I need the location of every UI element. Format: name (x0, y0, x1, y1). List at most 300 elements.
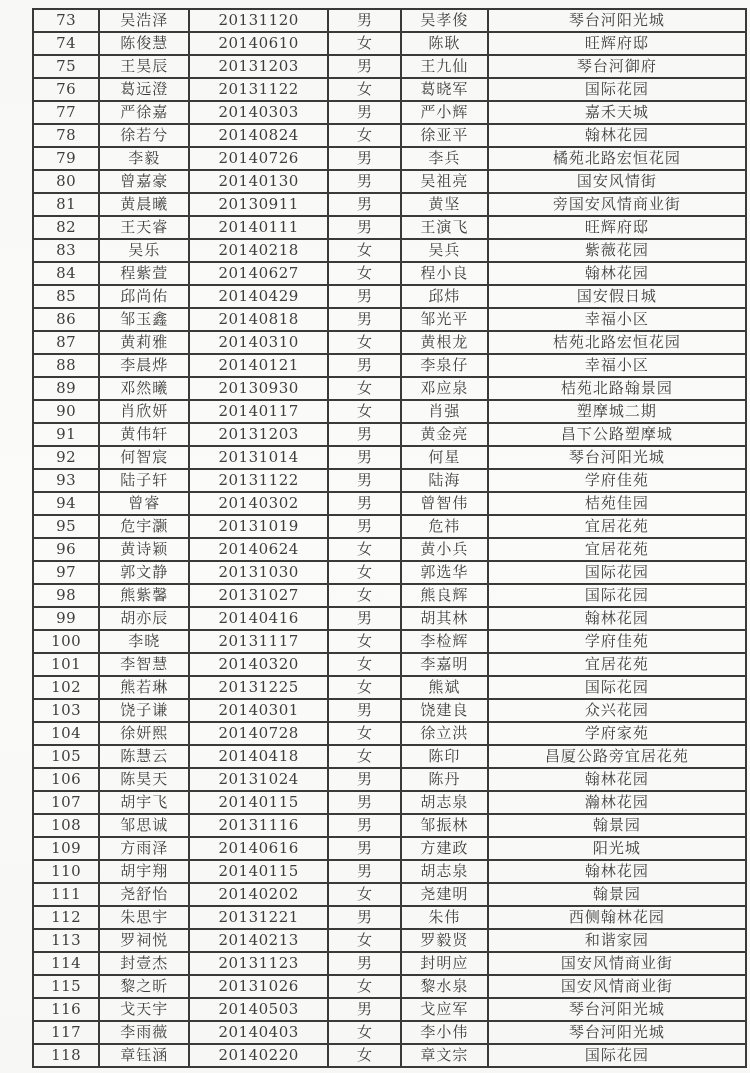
cell-name: 罗祠悦 (99, 929, 189, 952)
cell-name: 李毅 (99, 147, 189, 170)
cell-index: 99 (33, 607, 99, 630)
cell-parent-name: 胡志泉 (401, 791, 488, 814)
cell-gender: 男 (328, 446, 401, 469)
student-roster-table (32, 8, 747, 1068)
cell-gender: 男 (328, 101, 401, 124)
cell-parent-name: 黄金亮 (401, 423, 488, 446)
cell-address: 国安假日城 (488, 285, 746, 308)
cell-gender: 男 (328, 216, 401, 239)
cell-address: 国安风情商业街 (488, 952, 746, 975)
cell-gender: 男 (328, 814, 401, 837)
cell-parent-name: 危祎 (401, 515, 488, 538)
cell-gender: 女 (328, 78, 401, 101)
table-row (33, 837, 746, 860)
cell-index: 94 (33, 492, 99, 515)
cell-parent-name: 李泉仔 (401, 354, 488, 377)
cell-gender: 女 (328, 262, 401, 285)
cell-gender: 男 (328, 308, 401, 331)
cell-index: 73 (33, 9, 99, 32)
table-row (33, 814, 746, 837)
cell-name: 李智慧 (99, 653, 189, 676)
cell-address: 幸福小区 (488, 308, 746, 331)
cell-index: 108 (33, 814, 99, 837)
table-row (33, 193, 746, 216)
cell-birth-date: 20130911 (189, 193, 328, 216)
cell-parent-name: 吴祖亮 (401, 170, 488, 193)
cell-birth-date: 20140610 (189, 32, 328, 55)
cell-birth-date: 20131027 (189, 584, 328, 607)
cell-address: 琴台河阳光城 (488, 998, 746, 1021)
cell-name: 陈俊慧 (99, 32, 189, 55)
cell-index: 87 (33, 331, 99, 354)
cell-parent-name: 章文宗 (401, 1044, 488, 1067)
cell-index: 112 (33, 906, 99, 929)
cell-name: 王昊辰 (99, 55, 189, 78)
cell-parent-name: 吴兵 (401, 239, 488, 262)
cell-birth-date: 20131123 (189, 952, 328, 975)
cell-address: 国际花园 (488, 676, 746, 699)
cell-birth-date: 20131024 (189, 768, 328, 791)
cell-name: 封壹杰 (99, 952, 189, 975)
cell-index: 76 (33, 78, 99, 101)
cell-parent-name: 黄根龙 (401, 331, 488, 354)
cell-gender: 女 (328, 32, 401, 55)
cell-parent-name: 胡其林 (401, 607, 488, 630)
cell-address: 翰景园 (488, 814, 746, 837)
cell-parent-name: 饶建良 (401, 699, 488, 722)
cell-name: 黄伟轩 (99, 423, 189, 446)
cell-birth-date: 20131203 (189, 55, 328, 78)
cell-address: 翰林花园 (488, 262, 746, 285)
cell-index: 116 (33, 998, 99, 1021)
cell-name: 郭文静 (99, 561, 189, 584)
cell-address: 桔苑北路宏恒花园 (488, 331, 746, 354)
cell-parent-name: 方建政 (401, 837, 488, 860)
cell-index: 97 (33, 561, 99, 584)
cell-birth-date: 20140627 (189, 262, 328, 285)
cell-birth-date: 20140111 (189, 216, 328, 239)
cell-index: 80 (33, 170, 99, 193)
cell-name: 饶子谦 (99, 699, 189, 722)
table-row (33, 469, 746, 492)
cell-parent-name: 李嘉明 (401, 653, 488, 676)
cell-name: 何智宸 (99, 446, 189, 469)
table-row (33, 423, 746, 446)
cell-index: 89 (33, 377, 99, 400)
cell-birth-date: 20131117 (189, 630, 328, 653)
cell-birth-date: 20131019 (189, 515, 328, 538)
cell-address: 国际花园 (488, 561, 746, 584)
cell-address: 琴台河阳光城 (488, 446, 746, 469)
cell-birth-date: 20140218 (189, 239, 328, 262)
cell-address: 嘉禾天城 (488, 101, 746, 124)
cell-name: 曾嘉豪 (99, 170, 189, 193)
cell-address: 翰林花园 (488, 124, 746, 147)
cell-parent-name: 徐亚平 (401, 124, 488, 147)
cell-birth-date: 20131116 (189, 814, 328, 837)
cell-parent-name: 陆海 (401, 469, 488, 492)
table-row (33, 676, 746, 699)
cell-address: 学府佳苑 (488, 630, 746, 653)
cell-parent-name: 郭选华 (401, 561, 488, 584)
cell-birth-date: 20140115 (189, 791, 328, 814)
cell-birth-date: 20140303 (189, 101, 328, 124)
cell-address: 国安风情街 (488, 170, 746, 193)
cell-birth-date: 20140616 (189, 837, 328, 860)
cell-birth-date: 20140728 (189, 722, 328, 745)
cell-parent-name: 肖强 (401, 400, 488, 423)
cell-parent-name: 邹振林 (401, 814, 488, 837)
cell-birth-date: 20140320 (189, 653, 328, 676)
cell-gender: 女 (328, 975, 401, 998)
table-row (33, 630, 746, 653)
cell-name: 黄莉雅 (99, 331, 189, 354)
cell-address: 紫薇花园 (488, 239, 746, 262)
cell-parent-name: 邓应泉 (401, 377, 488, 400)
cell-name: 程紫萱 (99, 262, 189, 285)
cell-gender: 男 (328, 791, 401, 814)
cell-index: 85 (33, 285, 99, 308)
cell-name: 李晓 (99, 630, 189, 653)
table-row (33, 699, 746, 722)
cell-index: 110 (33, 860, 99, 883)
cell-index: 113 (33, 929, 99, 952)
cell-index: 92 (33, 446, 99, 469)
cell-birth-date: 20130930 (189, 377, 328, 400)
cell-gender: 女 (328, 1044, 401, 1067)
cell-address: 国际花园 (488, 584, 746, 607)
cell-gender: 男 (328, 147, 401, 170)
cell-name: 王天睿 (99, 216, 189, 239)
cell-gender: 女 (328, 400, 401, 423)
cell-address: 旺辉府邸 (488, 216, 746, 239)
cell-name: 黎之昕 (99, 975, 189, 998)
cell-address: 众兴花园 (488, 699, 746, 722)
cell-gender: 男 (328, 55, 401, 78)
cell-index: 81 (33, 193, 99, 216)
cell-gender: 男 (328, 906, 401, 929)
cell-birth-date: 20140301 (189, 699, 328, 722)
cell-gender: 男 (328, 469, 401, 492)
cell-name: 戈天宇 (99, 998, 189, 1021)
table-row (33, 975, 746, 998)
cell-birth-date: 20131014 (189, 446, 328, 469)
cell-gender: 女 (328, 929, 401, 952)
cell-name: 陈昊天 (99, 768, 189, 791)
table-row (33, 515, 746, 538)
cell-name: 熊紫馨 (99, 584, 189, 607)
cell-name: 章钰涵 (99, 1044, 189, 1067)
cell-index: 102 (33, 676, 99, 699)
cell-parent-name: 李检辉 (401, 630, 488, 653)
cell-parent-name: 邹光平 (401, 308, 488, 331)
cell-gender: 女 (328, 561, 401, 584)
table-row (33, 561, 746, 584)
cell-birth-date: 20140202 (189, 883, 328, 906)
cell-address: 琴台河阳光城 (488, 1021, 746, 1044)
cell-parent-name: 戈应军 (401, 998, 488, 1021)
cell-birth-date: 20131120 (189, 9, 328, 32)
cell-parent-name: 陈耿 (401, 32, 488, 55)
cell-parent-name: 李小伟 (401, 1021, 488, 1044)
cell-birth-date: 20140624 (189, 538, 328, 561)
cell-address: 瀚林花园 (488, 791, 746, 814)
cell-birth-date: 20131026 (189, 975, 328, 998)
cell-gender: 女 (328, 239, 401, 262)
table-row (33, 952, 746, 975)
cell-parent-name: 封明应 (401, 952, 488, 975)
cell-address: 塑摩城二期 (488, 400, 746, 423)
cell-parent-name: 罗毅贤 (401, 929, 488, 952)
cell-index: 111 (33, 883, 99, 906)
cell-gender: 女 (328, 124, 401, 147)
table-row (33, 9, 746, 32)
cell-birth-date: 20140130 (189, 170, 328, 193)
cell-parent-name: 黄坚 (401, 193, 488, 216)
cell-address: 翰林花园 (488, 607, 746, 630)
cell-gender: 男 (328, 193, 401, 216)
cell-index: 83 (33, 239, 99, 262)
table-row (33, 78, 746, 101)
cell-address: 桔苑北路翰景园 (488, 377, 746, 400)
cell-name: 黄诗颖 (99, 538, 189, 561)
cell-birth-date: 20131122 (189, 78, 328, 101)
cell-address: 翰林花园 (488, 860, 746, 883)
cell-index: 118 (33, 1044, 99, 1067)
cell-birth-date: 20140818 (189, 308, 328, 331)
cell-gender: 男 (328, 170, 401, 193)
cell-birth-date: 20140115 (189, 860, 328, 883)
cell-name: 黄晨曦 (99, 193, 189, 216)
cell-index: 109 (33, 837, 99, 860)
cell-name: 陈慧云 (99, 745, 189, 768)
cell-birth-date: 20131225 (189, 676, 328, 699)
cell-name: 胡宇飞 (99, 791, 189, 814)
cell-index: 107 (33, 791, 99, 814)
cell-parent-name: 程小良 (401, 262, 488, 285)
cell-name: 曾睿 (99, 492, 189, 515)
cell-name: 吴浩泽 (99, 9, 189, 32)
cell-index: 114 (33, 952, 99, 975)
cell-index: 82 (33, 216, 99, 239)
cell-index: 101 (33, 653, 99, 676)
cell-gender: 男 (328, 837, 401, 860)
cell-birth-date: 20140429 (189, 285, 328, 308)
cell-birth-date: 20140117 (189, 400, 328, 423)
cell-address: 西侧翰林花园 (488, 906, 746, 929)
cell-gender: 男 (328, 607, 401, 630)
cell-parent-name: 熊斌 (401, 676, 488, 699)
table-row (33, 791, 746, 814)
table-row (33, 584, 746, 607)
cell-name: 尧舒怡 (99, 883, 189, 906)
cell-name: 朱思宇 (99, 906, 189, 929)
cell-name: 陆子轩 (99, 469, 189, 492)
cell-birth-date: 20140220 (189, 1044, 328, 1067)
cell-parent-name: 徐立洪 (401, 722, 488, 745)
cell-gender: 男 (328, 515, 401, 538)
table-row (33, 239, 746, 262)
cell-address: 琴台河阳光城 (488, 9, 746, 32)
cell-address: 旁国安风情商业街 (488, 193, 746, 216)
cell-address: 宜居花苑 (488, 653, 746, 676)
cell-name: 胡亦辰 (99, 607, 189, 630)
cell-index: 106 (33, 768, 99, 791)
cell-gender: 女 (328, 722, 401, 745)
cell-address: 昌下公路塑摩城 (488, 423, 746, 446)
cell-name: 邓然曦 (99, 377, 189, 400)
cell-address: 学府家苑 (488, 722, 746, 745)
table-row (33, 55, 746, 78)
cell-name: 吴乐 (99, 239, 189, 262)
cell-name: 徐若兮 (99, 124, 189, 147)
cell-parent-name: 何星 (401, 446, 488, 469)
cell-birth-date: 20140213 (189, 929, 328, 952)
cell-parent-name: 严小辉 (401, 101, 488, 124)
table-row (33, 377, 746, 400)
cell-address: 翰林花园 (488, 768, 746, 791)
cell-name: 邹玉鑫 (99, 308, 189, 331)
table-row (33, 285, 746, 308)
cell-birth-date: 20131030 (189, 561, 328, 584)
cell-gender: 女 (328, 883, 401, 906)
cell-gender: 男 (328, 285, 401, 308)
cell-index: 77 (33, 101, 99, 124)
cell-gender: 女 (328, 538, 401, 561)
cell-name: 李雨薇 (99, 1021, 189, 1044)
cell-address: 桔苑佳园 (488, 492, 746, 515)
table-row (33, 400, 746, 423)
cell-gender: 男 (328, 768, 401, 791)
cell-birth-date: 20140416 (189, 607, 328, 630)
cell-birth-date: 20140302 (189, 492, 328, 515)
cell-gender: 女 (328, 745, 401, 768)
cell-birth-date: 20131221 (189, 906, 328, 929)
cell-address: 琴台河御府 (488, 55, 746, 78)
cell-address: 国际花园 (488, 1044, 746, 1067)
cell-index: 100 (33, 630, 99, 653)
cell-address: 幸福小区 (488, 354, 746, 377)
cell-address: 旺辉府邸 (488, 32, 746, 55)
cell-index: 75 (33, 55, 99, 78)
cell-index: 74 (33, 32, 99, 55)
cell-index: 96 (33, 538, 99, 561)
cell-birth-date: 20140824 (189, 124, 328, 147)
cell-parent-name: 陈丹 (401, 768, 488, 791)
table-row (33, 446, 746, 469)
table-row (33, 745, 746, 768)
cell-parent-name: 邱炜 (401, 285, 488, 308)
cell-parent-name: 黎水泉 (401, 975, 488, 998)
cell-name: 邱尚佑 (99, 285, 189, 308)
table-row (33, 147, 746, 170)
cell-index: 91 (33, 423, 99, 446)
cell-index: 78 (33, 124, 99, 147)
cell-index: 84 (33, 262, 99, 285)
table-row (33, 860, 746, 883)
cell-gender: 女 (328, 676, 401, 699)
cell-gender: 女 (328, 1021, 401, 1044)
table-row (33, 538, 746, 561)
cell-birth-date: 20140726 (189, 147, 328, 170)
cell-index: 88 (33, 354, 99, 377)
table-row (33, 492, 746, 515)
cell-gender: 女 (328, 630, 401, 653)
cell-address: 橘苑北路宏恒花园 (488, 147, 746, 170)
table-row (33, 906, 746, 929)
cell-gender: 男 (328, 952, 401, 975)
cell-address: 翰景园 (488, 883, 746, 906)
cell-parent-name: 王九仙 (401, 55, 488, 78)
cell-birth-date: 20140403 (189, 1021, 328, 1044)
cell-birth-date: 20140418 (189, 745, 328, 768)
cell-gender: 男 (328, 699, 401, 722)
table-row (33, 32, 746, 55)
cell-address: 国际花园 (488, 78, 746, 101)
cell-gender: 男 (328, 492, 401, 515)
table-row (33, 308, 746, 331)
cell-gender: 女 (328, 653, 401, 676)
cell-gender: 女 (328, 584, 401, 607)
table-row (33, 883, 746, 906)
table-row (33, 170, 746, 193)
table-row (33, 216, 746, 239)
cell-parent-name: 尧建明 (401, 883, 488, 906)
cell-address: 昌厦公路旁宜居花苑 (488, 745, 746, 768)
student-table-body (33, 9, 746, 1067)
cell-name: 熊若琳 (99, 676, 189, 699)
table-row (33, 998, 746, 1021)
cell-name: 葛远澄 (99, 78, 189, 101)
cell-address: 国安风情商业街 (488, 975, 746, 998)
cell-name: 徐妍熙 (99, 722, 189, 745)
cell-name: 肖欣妍 (99, 400, 189, 423)
cell-parent-name: 李兵 (401, 147, 488, 170)
cell-name: 方雨泽 (99, 837, 189, 860)
table-row (33, 262, 746, 285)
table-row (33, 331, 746, 354)
cell-name: 邹思诚 (99, 814, 189, 837)
table-row (33, 1021, 746, 1044)
table-row (33, 607, 746, 630)
table-row (33, 929, 746, 952)
cell-address: 学府佳苑 (488, 469, 746, 492)
table-row (33, 653, 746, 676)
cell-parent-name: 吴孝俊 (401, 9, 488, 32)
table-row (33, 124, 746, 147)
cell-index: 117 (33, 1021, 99, 1044)
table-row (33, 1044, 746, 1067)
cell-address: 宜居花苑 (488, 538, 746, 561)
cell-gender: 男 (328, 860, 401, 883)
cell-birth-date: 20140503 (189, 998, 328, 1021)
cell-gender: 女 (328, 377, 401, 400)
cell-gender: 男 (328, 354, 401, 377)
cell-birth-date: 20140121 (189, 354, 328, 377)
table-row (33, 722, 746, 745)
cell-birth-date: 20131122 (189, 469, 328, 492)
cell-index: 95 (33, 515, 99, 538)
cell-index: 86 (33, 308, 99, 331)
cell-index: 79 (33, 147, 99, 170)
cell-parent-name: 王演飞 (401, 216, 488, 239)
cell-parent-name: 陈印 (401, 745, 488, 768)
cell-index: 93 (33, 469, 99, 492)
cell-address: 阳光城 (488, 837, 746, 860)
table-row (33, 354, 746, 377)
cell-index: 105 (33, 745, 99, 768)
cell-birth-date: 20140310 (189, 331, 328, 354)
